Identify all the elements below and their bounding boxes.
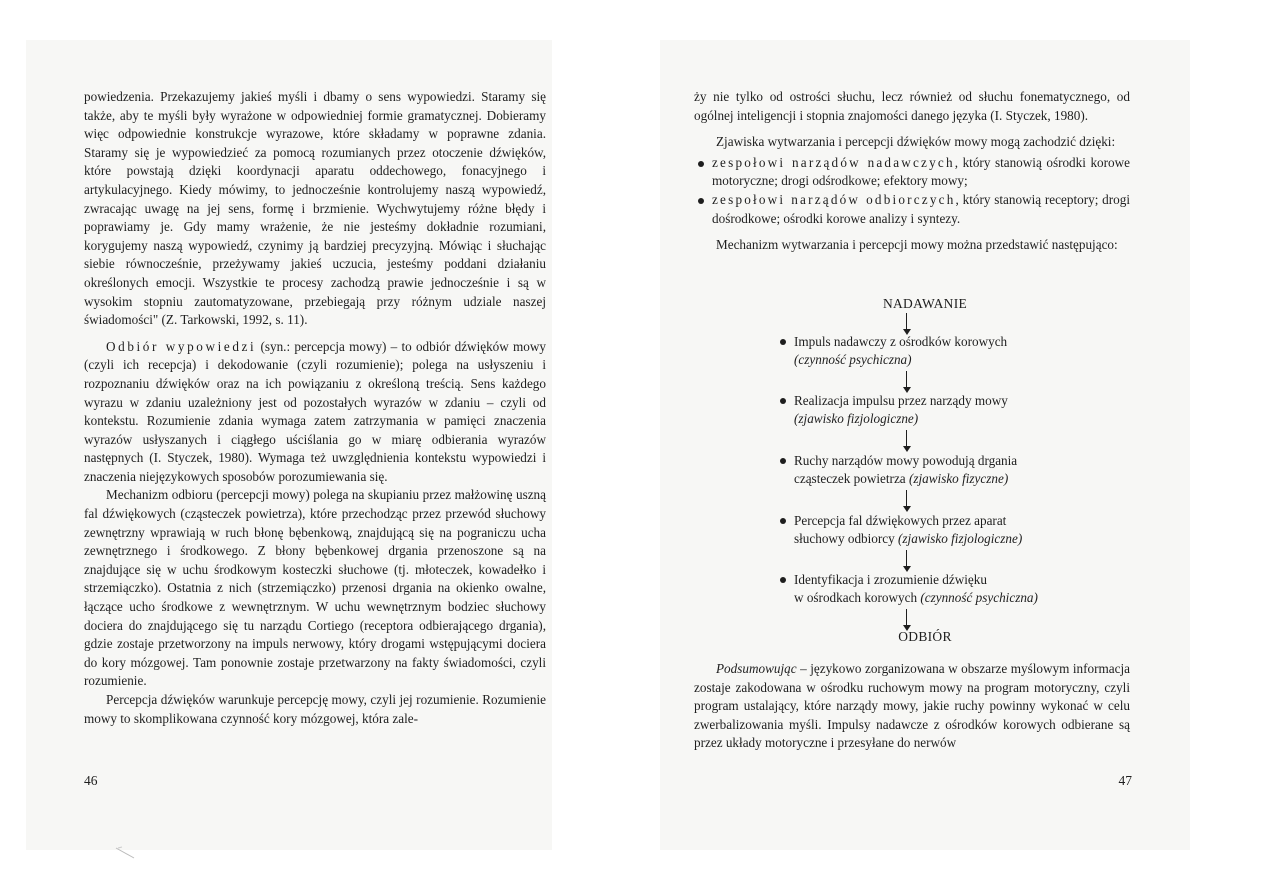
step-italic: (czynność psychiczna): [794, 352, 912, 367]
step-italic: (zjawisko fizjologiczne): [898, 531, 1023, 546]
bullet-term: zespołowi narządów nadawczych: [712, 154, 955, 170]
flow-title-nadawanie: NADAWANIE: [882, 296, 968, 311]
flow-arrow-icon: [903, 550, 911, 572]
scan-mark: [114, 846, 138, 860]
bullet-list: [694, 154, 1130, 228]
left-paragraph-mechanizm: Mechanizm odbioru (percepcji mowy) polega na skupianiu przez małżowinę uszną fal dźwiękowych (cząsteczek powietrza), które przechodząc przez przewód słuchowy zewnętrzny wprawiają w ruch błonę bębenkową, znajdującą się na pograniczu ucha zewnętrznego i środkowego. Z błony bębenkowej drgania przenoszone są na znajdujące się w uchu środkowym kosteczki słuchowe (tj. młoteczek, kowadełko i strzemiączko). Ostatnia z nich (strzemiączko) przenosi drgania na okienko owalne, łączące ucho środkowe z wewnętrznym. W uchu wewnętrznym bodziec słuchowy dociera do znajdującego się tu narządu Cortiego (receptora odbierającego drgania), gdzie zostaje przetworzony na impuls nerwowy, który drogami wstępującymi dociera do kory mózgowej. Tam ponownie zostaje przetwarzony na fakty świadomości, czyli rozumienie.: [84, 487, 546, 689]
step-text-2: w ośrodkach korowych: [794, 590, 921, 605]
step-italic: (czynność psychiczna): [920, 590, 1038, 605]
bullet-dot-icon: [780, 339, 786, 345]
bullet-dot-icon: [780, 398, 786, 404]
step-text-2: cząsteczek powietrza: [794, 471, 909, 486]
step-text: Percepcja fal dźwiękowych przez aparat: [794, 513, 1007, 528]
step-text: Identyfikacja i zrozumienie dźwięku: [794, 572, 987, 587]
step-text: Ruchy narządów mowy powodują drgania: [794, 453, 1018, 468]
bullet-text: , który stanowią ośrodki korowe motoryczne; drogi odśrodkowe; efektory mowy;: [712, 154, 1130, 189]
summary-italic: Podsumowując: [716, 661, 797, 676]
bullet-item-nadawczych: [698, 154, 1130, 191]
step-italic: (zjawisko fizjologiczne): [794, 411, 919, 426]
right-paragraph-2: Zjawiska wytwarzania i percepcji dźwięków mowy mogą zachodzić dzięki:: [716, 134, 1116, 150]
step-italic: (zjawisko fizyczne): [908, 471, 1009, 486]
left-page-number: 46: [84, 773, 98, 788]
summary-paragraph: [694, 660, 1130, 753]
step-text-2: słuchowy odbiorcy: [794, 531, 899, 546]
odbior-term: Odbiór wypowiedzi: [106, 338, 257, 354]
bullet-dot-icon: [780, 458, 786, 464]
odbior-text: (syn.: percepcja mowy) – to odbiór dźwięków mowy (czyli ich recepcja) i dekodowanie (czyli rozumienie); polega na usłyszeniu i rozpoznaniu dźwięków oraz na ich powiązaniu z określoną treścią. Sens każdego wyrazu w zdaniu uzależniony jest od pozostałych wyrazów w zdaniu – czyli od kontekstu. Rozumienie zdania wymaga zatem zatrzymania w pamięci znaczenia wyrazów usłyszanych i ciągłego uściślania go w miarę odbierania wyrazów następnych (I. Styczek, 1980). Wymaga też uwzględnienia kontekstu wypowiedzi i znaczenia niejęzykowych sposobów porozumiewania się.: [84, 338, 546, 484]
bullet-item-odbiorczych: [698, 191, 1130, 228]
left-paragraph-1: powiedzenia. Przekazujemy jakieś myśli i dbamy o sens wypowiedzi. Staramy się także, aby te myśli były wyrażone w odpowiedniej formie gramatycznej. Dobieramy więc odpowiednie konstrukcje wyrazowe, które składamy w poprawne zdania. Staramy się je wypowiedzieć za pomocą rozumianych przez otoczenie dźwięków, które powstają dzięki koordynacji aparatu oddechowego, fonacyjnego i artykulacyjnego. Kiedy mówimy, to jednocześnie kontrolujemy naszą wypowiedź, zwracając uwagę na jej sens, formę i brzmienie. Wychwytujemy różne błędy i poprawiamy je. Gdy mamy wrażenie, że nie jesteśmy dokładnie rozumiani, korygujemy naszą wypowiedź, czynimy ją bardziej precyzyjną. Mówiąc i słuchając siebie równocześnie, przeżywamy jakieś uczucia, jesteśmy poddani działaniu określonych emocji. Wszystkie te procesy zachodzą prawie jednocześnie i są w wysokim stopniu zautomatyzowane, przebiegają przy różnym udziale naszej świadomości" (Z. Tarkowski, 1992, s. 11).: [84, 89, 546, 328]
flow-arrow-icon: [903, 371, 911, 393]
bullet-text: , który stanowią receptory; drogi dośrodkowe; ośrodki korowe analizy i syntezy.: [712, 191, 1130, 226]
left-text-column: [84, 88, 546, 728]
right-page-number: 47: [1118, 773, 1132, 788]
right-paragraph-1: ży nie tylko od ostrości słuchu, lecz również od słuchu fonematycznego, od ogólnej inteligencji i stopnia znajomości danego języka (I. Styczek, 1980).: [694, 89, 1130, 123]
flow-arrow-icon: [903, 430, 911, 452]
bullet-dot-icon: [780, 518, 786, 524]
left-paragraph-percepcja: Percepcja dźwięków warunkuje percepcję mowy, czyli jej rozumienie. Rozumienie mowy to skomplikowana czynność kory mózgowej, która zale-: [84, 692, 546, 726]
summary-column: [694, 660, 1130, 753]
step-text: Realizacja impulsu przez narządy mowy: [794, 393, 1008, 408]
flow-arrow-icon: [903, 490, 911, 512]
bullet-term: zespołowi narządów odbiorczych: [712, 191, 956, 207]
bullet-dot-icon: [780, 577, 786, 583]
right-page: [660, 40, 1190, 850]
odbior-paragraph: [84, 338, 546, 487]
step-text: Impuls nadawczy z ośrodków korowych: [794, 334, 1008, 349]
flow-title-odbior: ODBIÓR: [898, 629, 952, 644]
right-text-column: [694, 88, 1130, 255]
left-page: [26, 40, 552, 850]
flow-arrow-icon: [903, 313, 911, 335]
right-paragraph-3: Mechanizm wytwarzania i percepcji mowy można przedstawić następująco:: [716, 237, 1118, 253]
summary-text: – językowo zorganizowana w obszarze myślowym informacja zostaje zakodowana w ośrodku ruchowym mowy na program motoryczny, czyli program ustalający, które narządy mowy, jakie ruchy powinny wykonać w celu zwerbalizowania myśli. Impulsy nadawcze z ośrodków korowych odbierane są przez układy motoryczne i przesyłane do nerwów: [694, 661, 1130, 751]
